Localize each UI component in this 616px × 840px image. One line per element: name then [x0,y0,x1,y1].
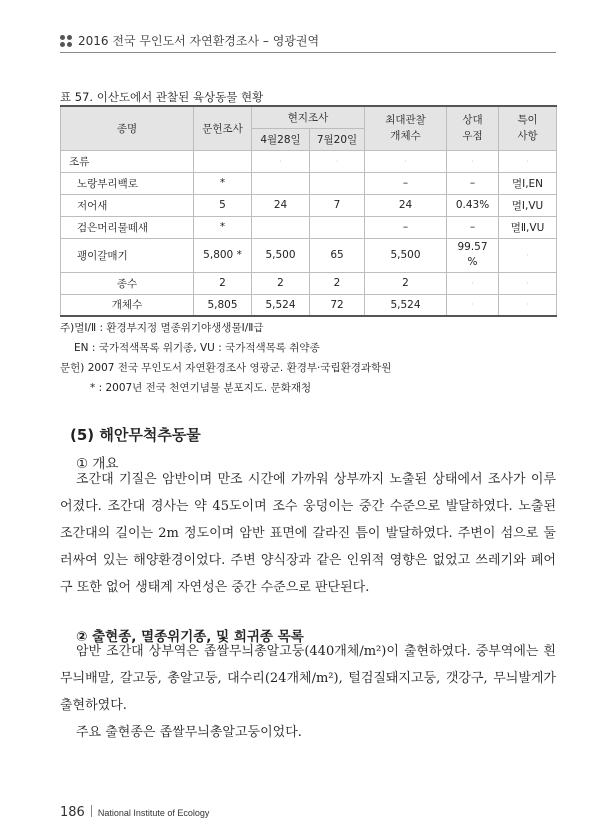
header-date-1: 4월28일 [252,128,310,150]
page-number: 186 [60,805,85,820]
header-dots-icon [60,35,74,47]
table-row: 검은머리물떼새 * – – 멸Ⅱ,VU [61,216,557,238]
running-header [60,30,556,53]
header-date-2: 7월20일 [310,128,365,150]
note-line: 주)멸Ⅰ/Ⅱ : 환경부지정 멸종위기야생생물Ⅰ/Ⅱ급 [60,322,264,334]
totals-row: 종수 2 2 2 2 · · [61,272,557,294]
page-footer [60,805,209,820]
table-row: 괭이갈매기 5,800 * 5,500 65 5,500 99.57 % · [61,238,557,272]
section-heading: (5) 해안무척추동물 [70,426,201,444]
header-note: 특이 사항 [499,106,557,150]
table-notes [60,318,560,398]
header-species: 종명 [61,106,194,150]
table-row: 조류 · · · · · [61,150,557,172]
header-dominance: 상대 우점 [447,106,499,150]
header-max-count: 최대관찰 개체수 [365,106,447,150]
subsection-species-list: ② 출현종, 멸종위기종, 및 희귀종 목록 [76,629,304,645]
subsection-overview: ① 개요 [76,456,119,472]
footer-divider [91,805,92,817]
table-row: 저어새 5 24 7 24 0.43% 멸Ⅰ,VU [61,194,557,216]
note-line: * : 2007년 전국 천연기념물 분포지도. 문화재청 [90,382,312,394]
wildlife-table [60,105,557,317]
table-row: 노랑부리백로 * – – 멸Ⅰ,EN [61,172,557,194]
note-line: EN : 국가적색목록 위기종, VU : 국가적색목록 취약종 [74,342,320,354]
header-literature: 문헌조사 [194,106,252,150]
overview-paragraph: 조간대 기질은 암반이며 만조 시간에 가까워 상부까지 노출된 상태에서 조사가 이루어졌다. 조간대 경사는 약 45도이며 조수 웅덩이는 중간 수준으로 발달하였다. 노출된 조간대의 길이는 2m 정도이며 암반 표면에 갈라진 틈이 발달하였다. 주변이 섬으로 둘러싸여 있는 해양환경이었다. 주변 양식장과 같은 인위적 영향은 없었고 쓰레기와 폐어구 또한 없어 생태계 자연성은 중간 수준으로 판단된다. [60,472,556,595]
header-title: 2016 전국 무인도서 자연환경조사 – 영광권역 [78,34,320,48]
species-paragraph: 암반 조간대 상부역은 좁쌀무늬총알고둥(440개체/m²)이 출현하였다. 중부역에는 흰무늬배말, 갈고둥, 총알고둥, 대수리(24개체/m²), 털검질돼지고둥, 갯강구, 무늬발게가 출현하였다. 주요 출현종은 좁쌀무늬총알고둥이었다. [60,644,556,740]
footer-institute: National Institute of Ecology [97,808,210,818]
note-line: 문헌) 2007 전국 무인도서 자연환경조사 영광군. 환경부·국립환경과학원 [60,362,392,374]
header-field-survey: 현지조사 [252,106,365,128]
totals-row: 개체수 5,805 5,524 72 5,524 · · [61,294,557,316]
table-caption: 표 57. 이산도에서 관찰된 육상동물 현황 [60,90,264,104]
